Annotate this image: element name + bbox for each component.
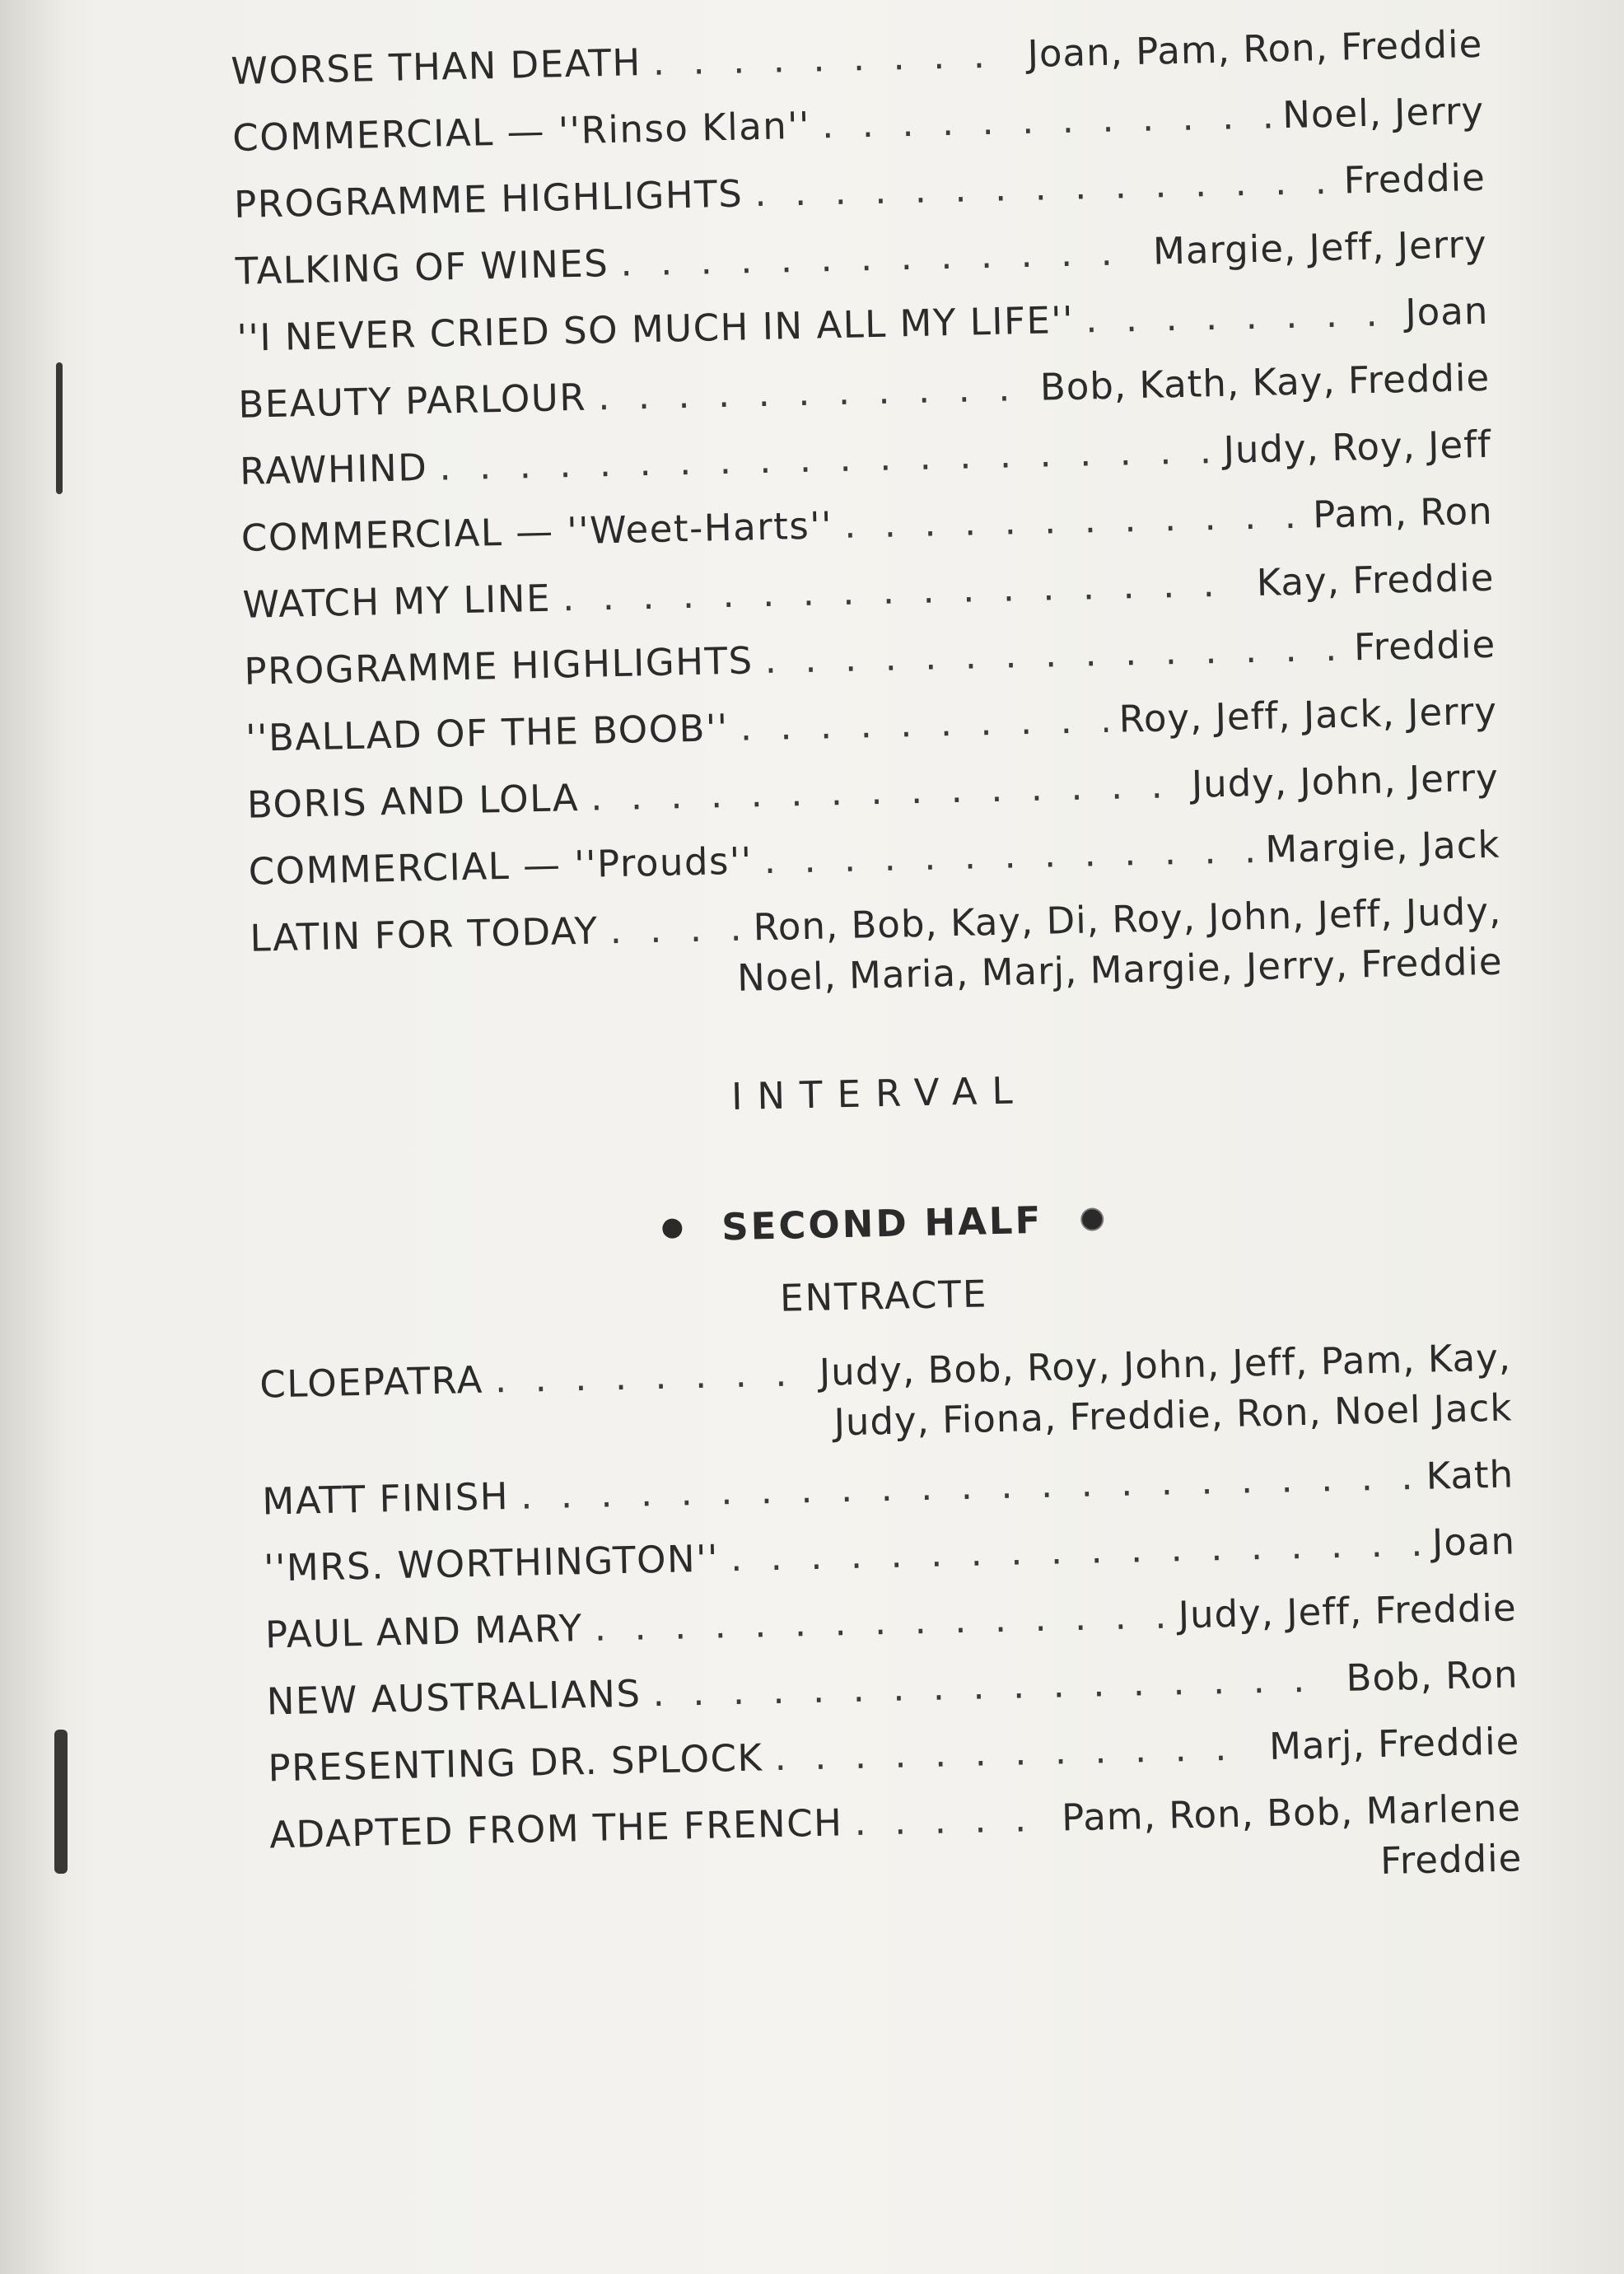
dot-leader bbox=[1085, 291, 1394, 342]
item-title: MATT FINISH bbox=[261, 1474, 510, 1524]
dot-leader bbox=[620, 230, 1142, 286]
dot-leader bbox=[821, 93, 1271, 147]
item-title: COMMERCIAL — ''Weet-Harts'' bbox=[240, 503, 833, 560]
dot-leader bbox=[740, 698, 1108, 750]
item-cast: Kath bbox=[1426, 1452, 1514, 1498]
programme-item bbox=[268, 1719, 1520, 1791]
programme-item bbox=[264, 1585, 1517, 1657]
item-title: ADAPTED FROM THE FRENCH bbox=[268, 1800, 843, 1857]
staple-top bbox=[56, 362, 63, 494]
programme-item bbox=[242, 556, 1495, 628]
item-title: NEW AUSTRALIANS bbox=[266, 1671, 642, 1724]
bullet-left-icon bbox=[662, 1218, 683, 1239]
entracte-label: ENTRACTE bbox=[779, 1272, 988, 1320]
item-title: ''I NEVER CRIED SO MUCH IN ALL MY LIFE'' bbox=[236, 297, 1075, 360]
programme-item bbox=[246, 756, 1499, 828]
programme-item bbox=[264, 1519, 1516, 1590]
programme-item bbox=[266, 1652, 1519, 1724]
item-cast: Joan, Pam, Ron, Freddie bbox=[1027, 21, 1483, 76]
programme-item bbox=[235, 222, 1487, 294]
item-title: PROGRAMME HIGHLIGHTS bbox=[243, 638, 754, 693]
item-title: WATCH MY LINE bbox=[242, 576, 552, 627]
dot-leader bbox=[774, 1725, 1258, 1780]
item-title: WORSE THAN DEATH bbox=[231, 40, 642, 93]
item-cast: Bob, Ron bbox=[1346, 1652, 1519, 1700]
dot-leader bbox=[609, 906, 742, 953]
item-cast: Freddie bbox=[1353, 622, 1496, 670]
dot-leader bbox=[854, 1796, 1051, 1845]
dot-leader bbox=[439, 428, 1213, 489]
item-title: CLOEPATRA bbox=[259, 1357, 484, 1407]
programme-item bbox=[248, 823, 1500, 894]
item-title: PRESENTING DR. SPLOCK bbox=[267, 1735, 764, 1791]
item-cast-continued: Judy, Fiona, Freddie, Ron, Noel Jack bbox=[833, 1385, 1513, 1445]
bullet-right-icon bbox=[1082, 1209, 1103, 1230]
item-title: ''MRS. WORTHINGTON'' bbox=[263, 1536, 720, 1590]
dot-leader bbox=[763, 828, 1254, 883]
spine-shadow bbox=[0, 0, 66, 2274]
staple-bottom bbox=[54, 1730, 68, 1874]
dot-leader bbox=[594, 1594, 1167, 1651]
programme-item bbox=[240, 489, 1493, 561]
programme-item bbox=[231, 22, 1483, 94]
dot-leader bbox=[520, 1455, 1415, 1519]
item-cast: Noel, Jerry bbox=[1281, 88, 1485, 138]
item-cast: Judy, Jeff, Freddie bbox=[1178, 1585, 1518, 1637]
programme-item bbox=[245, 689, 1498, 761]
item-cast: Kay, Freddie bbox=[1256, 555, 1495, 605]
first-half-list bbox=[231, 22, 1503, 1011]
item-title: RAWHIND bbox=[239, 445, 428, 493]
dot-leader bbox=[562, 561, 1245, 620]
programme-item bbox=[234, 156, 1486, 227]
dot-leader bbox=[597, 366, 1029, 419]
item-title: COMMERCIAL — ''Prouds'' bbox=[248, 838, 754, 894]
item-cast-continued: Freddie bbox=[1379, 1836, 1523, 1884]
dot-leader bbox=[652, 32, 1016, 85]
item-title: BORIS AND LOLA bbox=[246, 775, 580, 827]
programme-item bbox=[232, 89, 1485, 161]
programme-item bbox=[238, 356, 1491, 427]
item-title: BEAUTY PARLOUR bbox=[237, 375, 587, 427]
dot-leader bbox=[494, 1351, 808, 1402]
item-cast: Judy, Bob, Roy, John, Jeff, Pam, Kay, bbox=[819, 1335, 1512, 1394]
item-title: COMMERCIAL — ''Rinso Klan'' bbox=[231, 103, 811, 160]
item-cast: Bob, Kath, Kay, Freddie bbox=[1039, 355, 1491, 409]
item-cast: Freddie bbox=[1343, 155, 1486, 203]
item-title: ''BALLAD OF THE BOOB'' bbox=[245, 706, 730, 760]
programme-item bbox=[262, 1452, 1514, 1524]
item-cast: Pam, Ron bbox=[1312, 488, 1494, 537]
dot-leader bbox=[764, 626, 1343, 683]
item-cast: Marj, Freddie bbox=[1268, 1719, 1520, 1768]
item-title: TALKING OF WINES bbox=[235, 241, 609, 293]
item-cast: Margie, Jack bbox=[1264, 822, 1500, 871]
programme-item bbox=[236, 289, 1489, 361]
programme-item bbox=[240, 423, 1492, 494]
item-cast: Margie, Jeff, Jerry bbox=[1152, 222, 1488, 273]
dot-leader bbox=[590, 763, 1180, 820]
second-half-heading bbox=[256, 1188, 1509, 1259]
item-title: PROGRAMME HIGHLIGHTS bbox=[233, 171, 744, 226]
interval-label: INTERVAL bbox=[730, 1068, 1029, 1119]
dot-leader bbox=[843, 493, 1301, 548]
item-cast: Judy, John, Jerry bbox=[1191, 755, 1500, 806]
programme-list bbox=[231, 22, 1523, 1931]
item-cast: Judy, Roy, Jeff bbox=[1223, 422, 1492, 472]
dot-leader bbox=[730, 1521, 1421, 1581]
second-half-title: SECOND HALF bbox=[721, 1198, 1043, 1249]
item-cast: Joan bbox=[1404, 288, 1489, 334]
dot-leader bbox=[754, 159, 1333, 216]
item-cast: Ron, Bob, Kay, Di, Roy, John, Jeff, Judy, bbox=[753, 889, 1502, 950]
item-cast: Roy, Jeff, Jack, Jerry bbox=[1118, 689, 1498, 741]
programme-item bbox=[244, 623, 1496, 694]
item-cast: Joan bbox=[1431, 1519, 1516, 1565]
item-title: LATIN FOR TODAY bbox=[249, 908, 600, 960]
item-cast: Pam, Ron, Bob, Marlene bbox=[1061, 1786, 1522, 1840]
item-cast-continued: Noel, Maria, Marj, Margie, Jerry, Freddie bbox=[736, 939, 1504, 1000]
second-half-list bbox=[259, 1335, 1523, 1907]
item-title: PAUL AND MARY bbox=[264, 1606, 584, 1657]
dot-leader bbox=[652, 1656, 1335, 1716]
